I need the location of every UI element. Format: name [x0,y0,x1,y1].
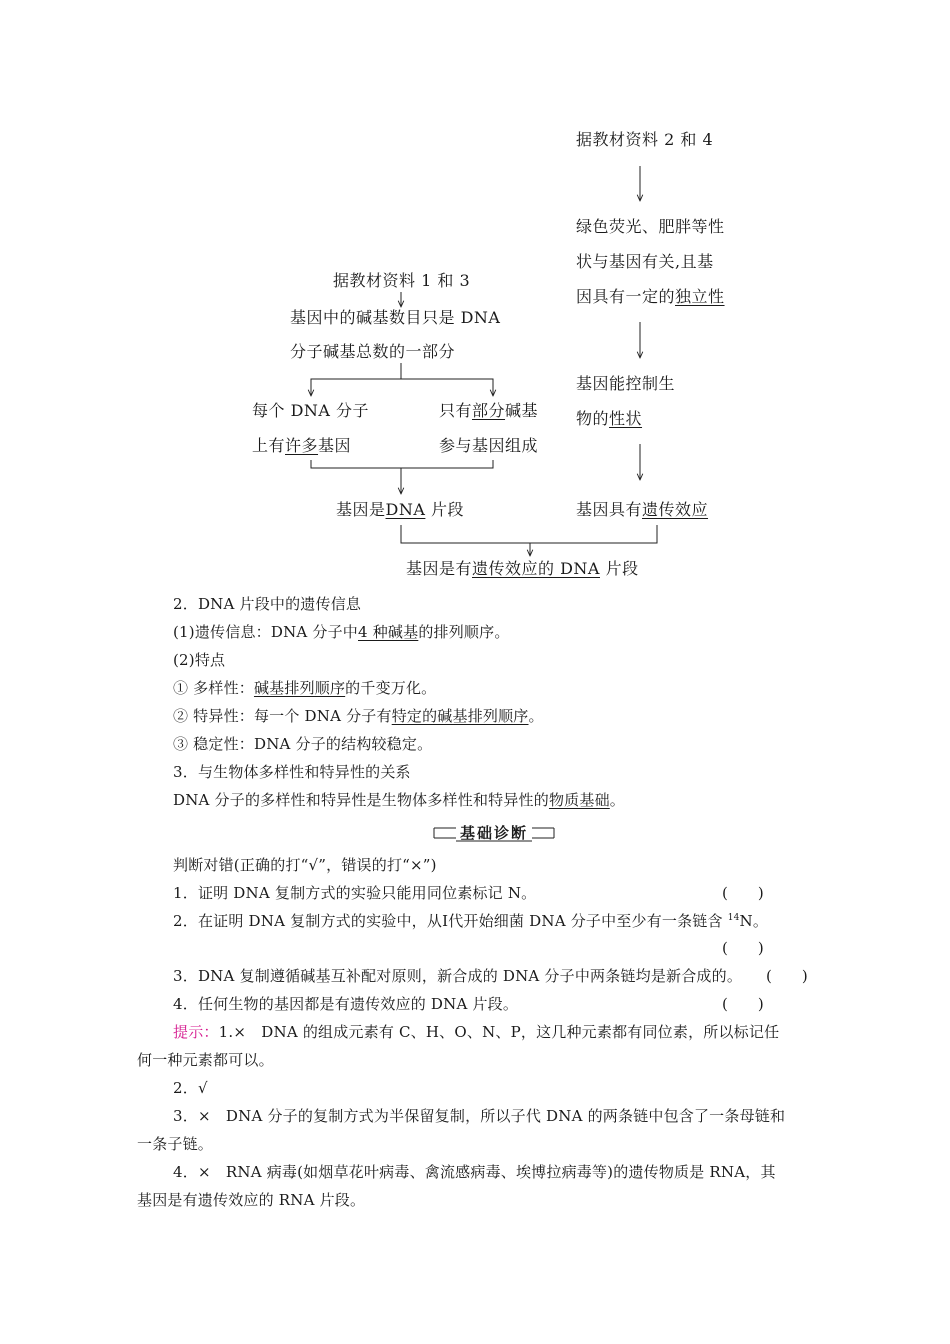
section3-line: DNA 分子的多样性和特异性是生物体多样性和特异性的物质基础。 [173,791,625,809]
underlined-term: 独立性 [675,287,725,306]
badge-title: 基础诊断 [459,824,528,842]
flowchart-connectors [0,0,950,600]
answer-blank-4: ( ) [722,995,764,1013]
underlined-term: 许多 [285,436,319,455]
section2-point3: ③ 稳定性：DNA 分子的结构较稳定。 [173,735,433,753]
hint-answer-3-cont: 一条子链。 [137,1135,214,1153]
left-source-label: 据教材资料 1 和 3 [333,271,471,290]
underlined-term: 遗传效应 [642,500,709,519]
answer-blank-2: ( ) [722,939,764,957]
right-box2-line1: 基因能控制生 [576,374,676,393]
answer-blank-3: ( ) [766,967,808,985]
hint-answer-4-cont: 基因是有遗传效应的 RNA 片段。 [137,1191,366,1209]
hint-answer-1-cont: 何一种元素都可以。 [137,1051,274,1069]
section2-heading: 2．DNA 片段中的遗传信息 [173,595,362,613]
underlined-term: DNA [385,500,426,519]
underlined-term: 遗传效应的 DNA [472,559,600,578]
diagnosis-intro: 判断对错(正确的打“√”，错误的打“×”) [173,856,437,874]
split-connector [311,363,401,396]
left-result: 基因是DNA 片段 [336,500,464,519]
answer-blank-1: ( ) [722,884,764,902]
right-source-label: 据教材资料 2 和 4 [576,130,714,149]
left-branch-b-line1: 只有部分碱基 [439,401,539,420]
final-conclusion: 基因是有遗传效应的 DNA 片段 [406,559,639,578]
underlined-term: 4 种碱基 [358,623,419,641]
hint-answer-2: 2．√ [173,1079,208,1097]
merge-connector [311,460,493,468]
question-1: 1．证明 DNA 复制方式的实验只能用同位素标记 N。 [173,884,537,902]
hint-answer-3: 3．× DNA 分子的复制方式为半保留复制，所以子代 DNA 的两条链中包含了一条母链和 [173,1107,786,1125]
right-box1-line1: 绿色荧光、肥胖等性 [576,217,725,236]
question-2: 2．在证明 DNA 复制方式的实验中，从Ⅰ代开始细菌 DNA 分子中至少有一条链含 $^{14}$N。 [173,912,769,930]
left-box1-line2: 分子碱基总数的一部分 [290,342,456,361]
question-3: 3．DNA 复制遵循碱基互补配对原则，新合成的 DNA 分子中两条链均是新合成的。 [173,967,743,985]
left-branch-b-line2: 参与基因组成 [439,436,539,455]
underlined-term: 性状 [609,409,643,428]
underlined-term: 特定的碱基排列顺序 [391,707,529,725]
hint-answer-1: 提示：1.× DNA 的组成元素有 C、H、O、N、P，这几种元素都有同位素，所以标记任 [173,1023,780,1041]
section2-item1: (1)遗传信息：DNA 分子中4 种碱基的排列顺序。 [173,623,510,641]
section2-point2: ② 特异性：每一个 DNA 分子有特定的碱基排列顺序。 [173,707,544,725]
underlined-term: 部分 [472,401,506,420]
question-4: 4．任何生物的基因都是有遗传效应的 DNA 片段。 [173,995,519,1013]
hint-label: 提示： [173,1023,219,1041]
final-connector [401,525,657,543]
right-box1-line3: 因具有一定的独立性 [576,287,725,306]
left-branch-a-line2: 上有许多基因 [252,436,352,455]
underlined-term: 碱基排列顺序 [253,679,346,697]
left-box1-line1: 基因中的碱基数目只是 DNA [290,308,501,327]
right-box3: 基因具有遗传效应 [576,500,709,519]
section2-point1: ① 多样性：碱基排列顺序的千变万化。 [173,679,437,697]
section3-heading: 3．与生物体多样性和特异性的关系 [173,763,411,781]
underlined-term: 物质基础 [548,791,610,809]
right-box1-line2: 状与基因有关,且基 [576,252,714,271]
right-box2-line2: 物的性状 [576,409,643,428]
left-branch-a-line1: 每个 DNA 分子 [252,401,370,420]
hint-answer-4: 4．× RNA 病毒(如烟草花叶病毒、禽流感病毒、埃博拉病毒等)的遗传物质是 RNA，其 [173,1163,776,1181]
section2-item2: (2)特点 [173,651,226,669]
section-badge [432,822,556,844]
